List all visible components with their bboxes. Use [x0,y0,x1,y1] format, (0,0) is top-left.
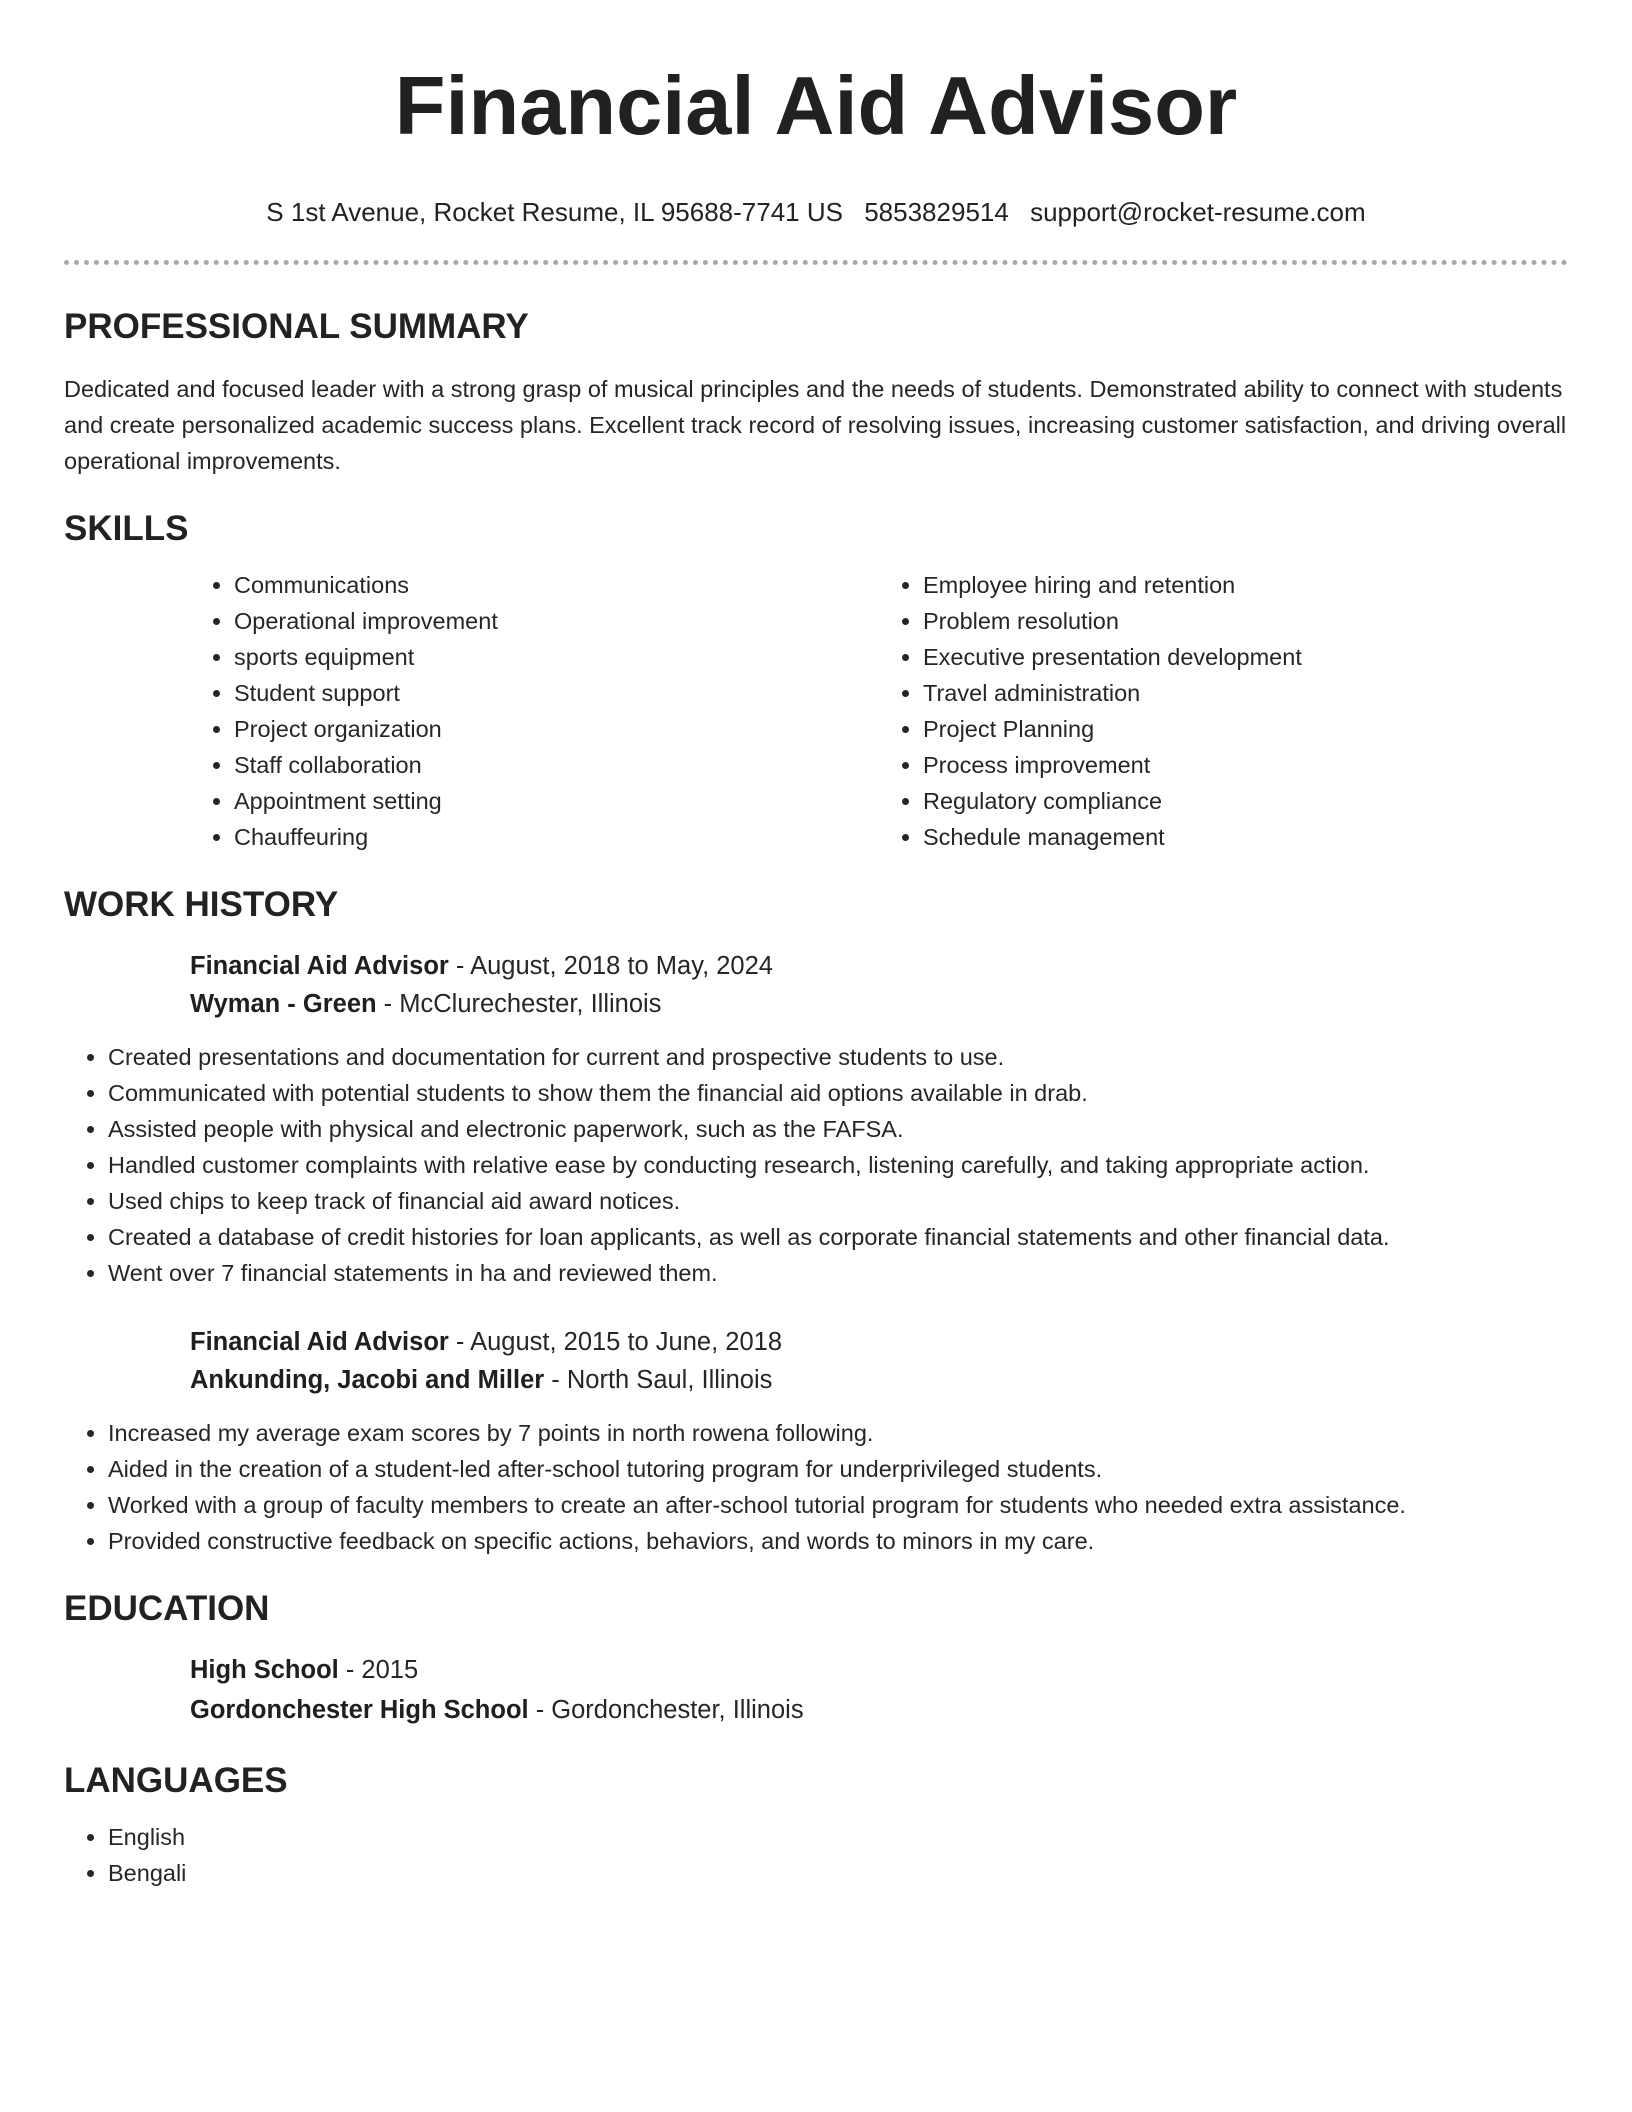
job-company: Wyman - Green [190,990,377,1018]
education-degree: High School [190,1656,339,1684]
education-location: - Gordonchester, Illinois [528,1696,804,1724]
skill-item: • Chauffeuring [234,819,879,855]
job-company: Ankunding, Jacobi and Miller [190,1366,545,1394]
skills-grid [190,567,1568,855]
language-item: • Bengali [108,1855,1568,1891]
header-divider [64,260,1568,265]
job-bullets [64,1415,1568,1559]
job-company-line [190,985,1568,1023]
job-bullet: • Created presentations and documentation for current and prospective students to use. [108,1039,1568,1075]
contact-email: support@rocket-resume.com [1030,197,1366,227]
summary-title: PROFESSIONAL SUMMARY [64,307,529,346]
job-bullet: • Used chips to keep track of financial aid award notices. [108,1183,1568,1219]
job-bullet: • Worked with a group of faculty members to create an after-school tutorial program for students who needed extra assistance. [108,1487,1568,1523]
education-year: - 2015 [338,1656,419,1684]
skill-item: • Problem resolution [923,603,1568,639]
skill-item: • Communications [234,567,879,603]
job-dates: - August, 2018 to May, 2024 [448,952,773,980]
skill-item: • Regulatory compliance [923,783,1568,819]
skill-item: • Schedule management [923,819,1568,855]
contact-phone: 5853829514 [864,197,1009,227]
job-bullet: • Created a database of credit histories for loan applicants, as well as corporate financial statements and other financial data. [108,1219,1568,1255]
education-entry [190,1651,1568,1729]
job-role-line [190,947,1568,985]
resume-page [64,0,1568,1891]
language-item: • English [108,1819,1568,1855]
skill-item: • Appointment setting [234,783,879,819]
job-entry [190,1323,1568,1399]
candidate-name: Financial Aid Advisor [394,59,1238,152]
contact-address: S 1st Avenue, Rocket Resume, IL 95688-7741 US [266,197,843,227]
job-location: - McClurechester, Illinois [376,990,662,1018]
education-school-line [190,1691,1568,1729]
skills-list-left [190,567,879,855]
education-degree-line [190,1651,1568,1689]
languages-list [64,1819,1568,1891]
summary-text: Dedicated and focused leader with a strong grasp of musical principles and the needs of students. Demonstrated ability to connect with students and create personalized academic success plans. Excellent track record of resolving issues, increasing customer satisfaction, and driving overall operational improvements. [64,376,1567,474]
job-bullet: • Assisted people with physical and electronic paperwork, such as the FAFSA. [108,1111,1568,1147]
skill-item: • sports equipment [234,639,879,675]
job-bullet: • Handled customer complaints with relative ease by conducting research, listening carefully, and taking appropriate action. [108,1147,1568,1183]
job-location: - North Saul, Illinois [544,1366,773,1394]
job-bullet: • Communicated with potential students to show them the financial aid options available in drab. [108,1075,1568,1111]
languages-title: LANGUAGES [64,1761,288,1800]
job-company-line [190,1361,1568,1399]
skill-item: • Employee hiring and retention [923,567,1568,603]
job-bullet: • Increased my average exam scores by 7 points in north rowena following. [108,1415,1568,1451]
job-role: Financial Aid Advisor [190,952,449,980]
job-bullet: • Aided in the creation of a student-led after-school tutoring program for underprivileged students. [108,1451,1568,1487]
skill-item: • Executive presentation development [923,639,1568,675]
skill-item: • Operational improvement [234,603,879,639]
job-bullets [64,1039,1568,1291]
job-dates: - August, 2015 to June, 2018 [448,1328,782,1356]
job-bullet: • Went over 7 financial statements in ha and reviewed them. [108,1255,1568,1291]
skill-item: • Travel administration [923,675,1568,711]
job-bullet: • Provided constructive feedback on specific actions, behaviors, and words to minors in my care. [108,1523,1568,1559]
skill-item: • Process improvement [923,747,1568,783]
job-role: Financial Aid Advisor [190,1328,449,1356]
skills-title: SKILLS [64,509,189,548]
education-title: EDUCATION [64,1589,270,1628]
skill-item: • Project Planning [923,711,1568,747]
skill-item: • Staff collaboration [234,747,879,783]
job-role-line [190,1323,1568,1361]
job-entry [190,947,1568,1023]
contact-line [64,196,1568,228]
skills-list-right [879,567,1568,855]
skill-item: • Student support [234,675,879,711]
skill-item: • Project organization [234,711,879,747]
work-title: WORK HISTORY [64,885,339,924]
education-school: Gordonchester High School [190,1696,529,1724]
